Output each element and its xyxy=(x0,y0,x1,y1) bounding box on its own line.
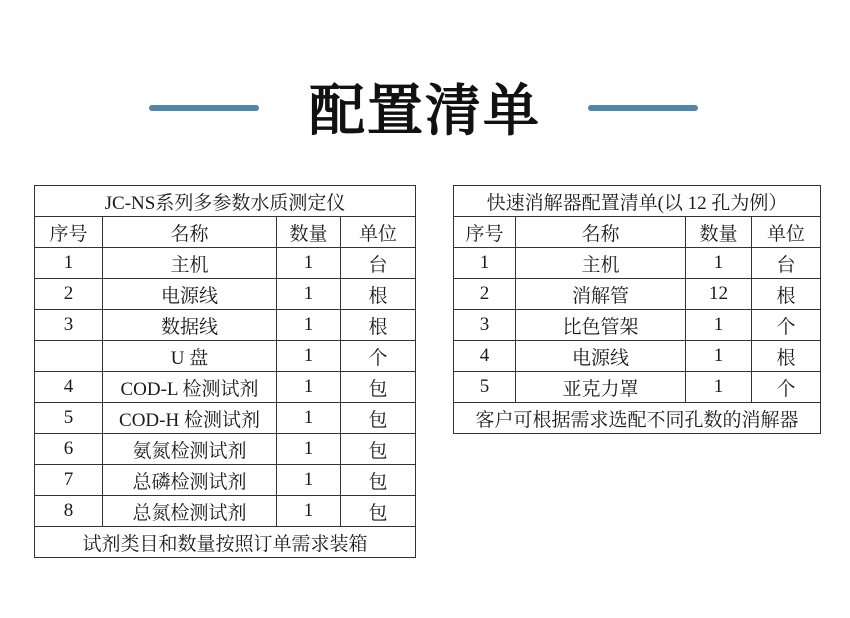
table-caption: 快速消解器配置清单(以 12 孔为例） xyxy=(454,186,821,217)
table-row xyxy=(35,310,416,341)
cell-name: 主机 xyxy=(516,248,686,279)
cell-index: 6 xyxy=(35,434,103,465)
cell-unit: 根 xyxy=(341,310,416,341)
cell-unit: 包 xyxy=(341,372,416,403)
cell-index: 5 xyxy=(35,403,103,434)
cell-name: 比色管架 xyxy=(516,310,686,341)
cell-index: 5 xyxy=(454,372,516,403)
cell-index: 4 xyxy=(35,372,103,403)
cell-index: 4 xyxy=(454,341,516,372)
table-header-row xyxy=(454,217,821,248)
cell-unit: 台 xyxy=(752,248,821,279)
column-header-quantity: 数量 xyxy=(277,217,341,248)
cell-quantity: 1 xyxy=(686,341,752,372)
table-row xyxy=(35,465,416,496)
table-row xyxy=(35,279,416,310)
page-header xyxy=(0,66,850,158)
cell-index: 3 xyxy=(454,310,516,341)
cell-index: 3 xyxy=(35,310,103,341)
cell-index: 2 xyxy=(454,279,516,310)
cell-index: 7 xyxy=(35,465,103,496)
cell-quantity: 1 xyxy=(277,279,341,310)
cell-name: 数据线 xyxy=(103,310,277,341)
page-title: 配置清单 xyxy=(309,79,541,144)
title-decoration-right xyxy=(588,105,698,111)
cell-quantity: 1 xyxy=(277,403,341,434)
digester-config-table xyxy=(453,185,821,434)
table-row xyxy=(35,248,416,279)
table-row xyxy=(35,341,416,372)
table-footer-row xyxy=(35,527,416,558)
cell-name: 消解管 xyxy=(516,279,686,310)
cell-quantity: 1 xyxy=(277,248,341,279)
table-row xyxy=(454,248,821,279)
cell-unit: 台 xyxy=(341,248,416,279)
cell-index: 1 xyxy=(454,248,516,279)
cell-unit: 包 xyxy=(341,434,416,465)
cell-quantity: 1 xyxy=(686,248,752,279)
table-row xyxy=(454,341,821,372)
table-caption: JC-NS系列多参数水质测定仪 xyxy=(35,186,416,217)
cell-unit: 个 xyxy=(341,341,416,372)
cell-quantity: 1 xyxy=(686,310,752,341)
table-caption-row xyxy=(454,186,821,217)
cell-index: 2 xyxy=(35,279,103,310)
cell-unit: 包 xyxy=(341,403,416,434)
cell-name: 主机 xyxy=(103,248,277,279)
column-header-unit: 单位 xyxy=(752,217,821,248)
table-row xyxy=(35,434,416,465)
column-header-index: 序号 xyxy=(454,217,516,248)
cell-name: 总磷检测试剂 xyxy=(103,465,277,496)
instrument-config-table xyxy=(34,185,416,558)
cell-unit: 根 xyxy=(341,279,416,310)
cell-quantity: 1 xyxy=(277,341,341,372)
cell-quantity: 1 xyxy=(277,465,341,496)
cell-unit: 根 xyxy=(752,279,821,310)
cell-quantity: 1 xyxy=(277,310,341,341)
cell-name: 亚克力罩 xyxy=(516,372,686,403)
cell-unit: 包 xyxy=(341,496,416,527)
table-row xyxy=(454,372,821,403)
table-footer-note: 客户可根据需求选配不同孔数的消解器 xyxy=(454,403,821,434)
cell-name: 总氮检测试剂 xyxy=(103,496,277,527)
cell-quantity: 1 xyxy=(277,496,341,527)
table-footer-note: 试剂类目和数量按照订单需求装箱 xyxy=(35,527,416,558)
cell-unit: 包 xyxy=(341,465,416,496)
cell-unit: 根 xyxy=(752,341,821,372)
cell-name: COD-H 检测试剂 xyxy=(103,403,277,434)
column-header-quantity: 数量 xyxy=(686,217,752,248)
cell-name: U 盘 xyxy=(103,341,277,372)
table-row xyxy=(454,279,821,310)
cell-index xyxy=(35,341,103,372)
cell-name: 氨氮检测试剂 xyxy=(103,434,277,465)
table-row xyxy=(35,496,416,527)
cell-quantity: 12 xyxy=(686,279,752,310)
title-decoration-left xyxy=(149,105,259,111)
column-header-name: 名称 xyxy=(516,217,686,248)
cell-name: COD-L 检测试剂 xyxy=(103,372,277,403)
cell-index: 8 xyxy=(35,496,103,527)
cell-name: 电源线 xyxy=(516,341,686,372)
column-header-unit: 单位 xyxy=(341,217,416,248)
table-footer-row xyxy=(454,403,821,434)
cell-name: 电源线 xyxy=(103,279,277,310)
table-row xyxy=(35,372,416,403)
cell-unit: 个 xyxy=(752,310,821,341)
table-header-row xyxy=(35,217,416,248)
column-header-name: 名称 xyxy=(103,217,277,248)
cell-quantity: 1 xyxy=(686,372,752,403)
column-header-index: 序号 xyxy=(35,217,103,248)
cell-quantity: 1 xyxy=(277,372,341,403)
table-row xyxy=(454,310,821,341)
cell-index: 1 xyxy=(35,248,103,279)
table-row xyxy=(35,403,416,434)
cell-unit: 个 xyxy=(752,372,821,403)
table-caption-row xyxy=(35,186,416,217)
cell-quantity: 1 xyxy=(277,434,341,465)
